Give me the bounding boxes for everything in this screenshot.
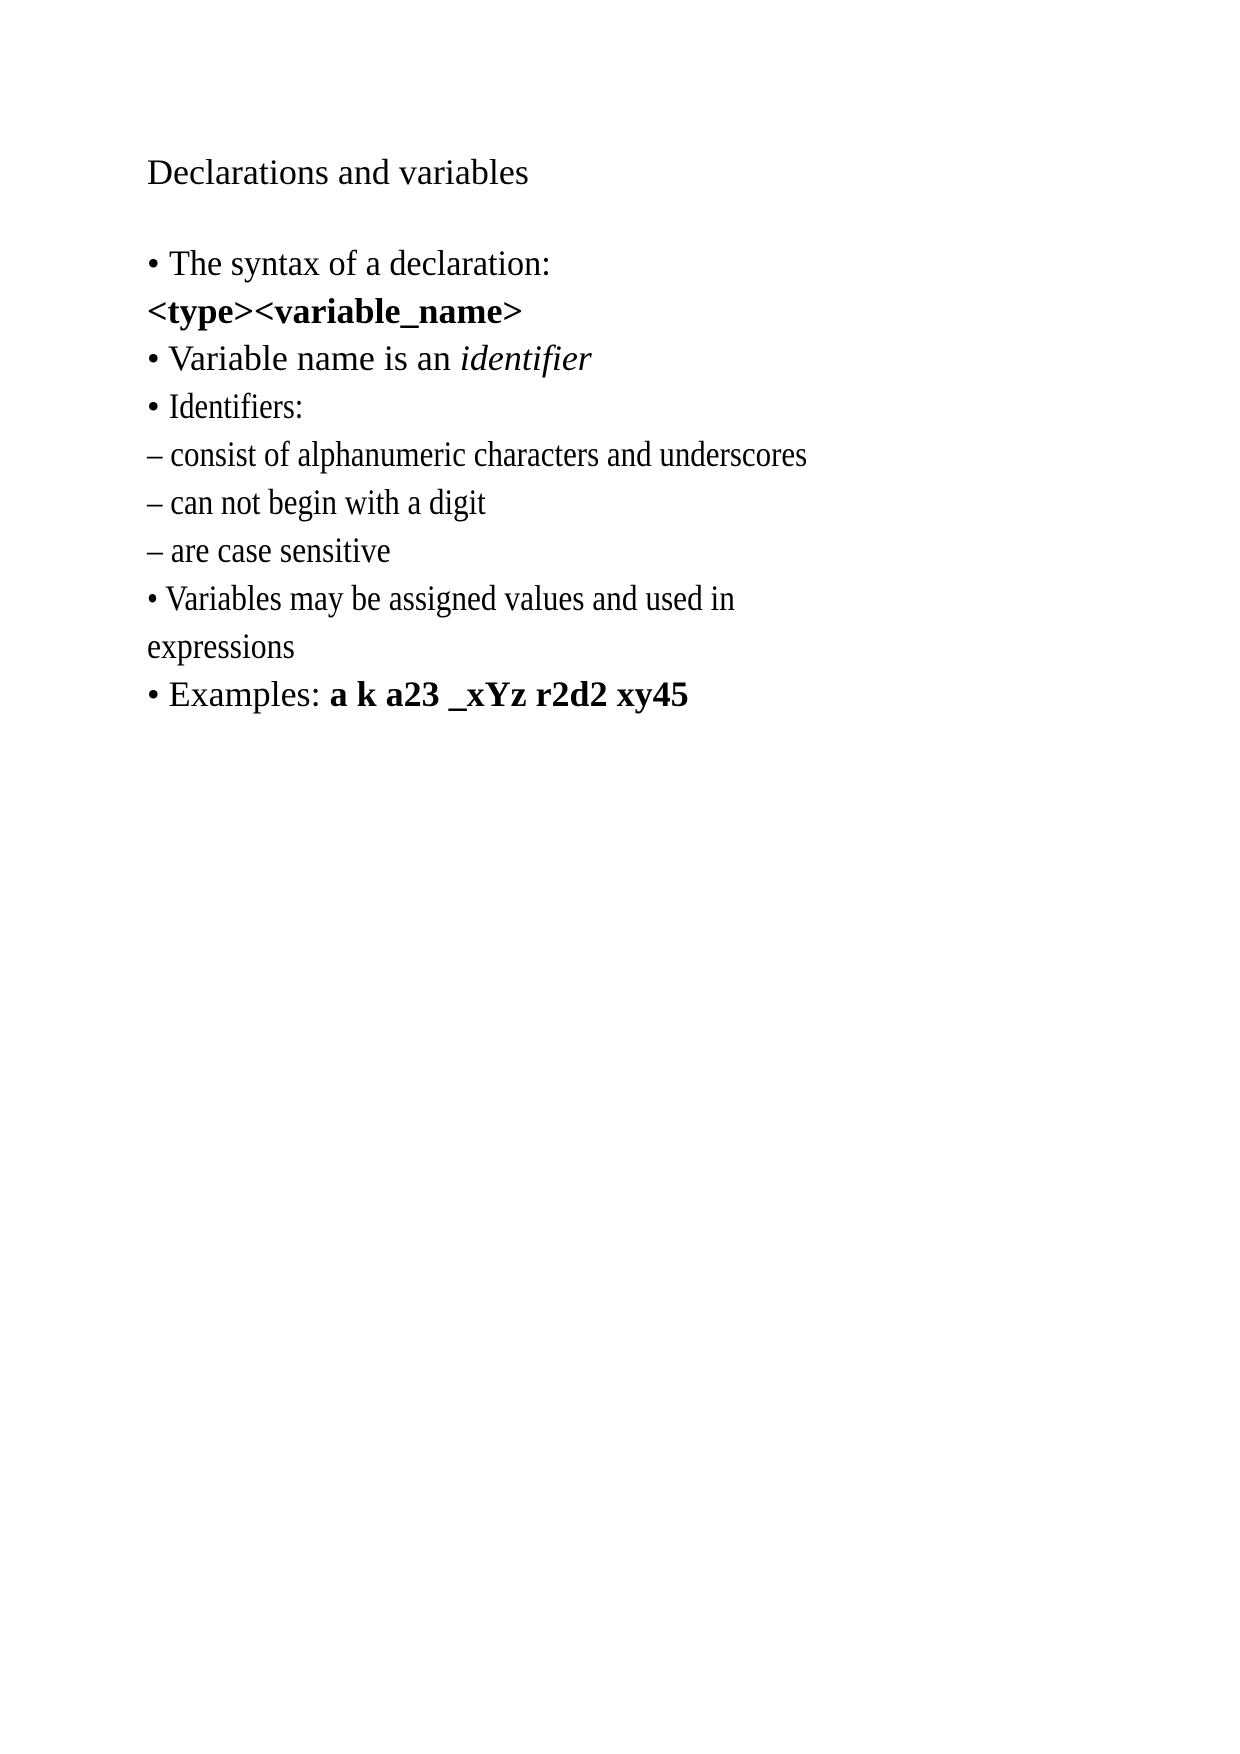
bullet-text: Examples:	[168, 674, 330, 714]
sub-item-text: can not begin with a digit	[170, 482, 486, 522]
sub-item-digit	[147, 484, 541, 520]
bullet-marker: •	[147, 578, 166, 618]
bullet-text: Identifiers:	[168, 386, 303, 426]
bullet-assigned	[147, 580, 823, 616]
bullet-text: Variable name is an	[167, 338, 460, 378]
examples-bold: a k a23 _xYz r2d2 xy45	[329, 674, 689, 714]
syntax-code: <type><variable_name>	[147, 291, 524, 331]
bullet-variable-name	[147, 340, 592, 376]
bullet-marker: •	[147, 674, 169, 714]
continuation-expressions	[147, 628, 315, 664]
bullet-text: Variables may be assigned values and used in	[165, 578, 735, 618]
sub-item-text: are case sensitive	[170, 530, 391, 570]
bullet-examples	[147, 676, 689, 712]
bullet-identifiers	[147, 388, 327, 424]
emphasis-identifier: identifier	[459, 338, 592, 378]
bullet-marker: •	[147, 243, 169, 283]
continuation-text: expressions	[147, 626, 295, 666]
sub-item-alphanumeric	[147, 436, 915, 472]
bullet-syntax	[147, 245, 570, 281]
sub-item-case	[147, 532, 424, 568]
dash-marker: –	[147, 434, 171, 474]
bullet-marker: •	[147, 386, 169, 426]
dash-marker: –	[147, 530, 171, 570]
dash-marker: –	[147, 482, 171, 522]
bullet-text: The syntax of a declaration:	[168, 243, 551, 283]
page-title: Declarations and variables	[147, 152, 529, 192]
sub-item-text: consist of alphanumeric characters and underscores	[170, 434, 808, 474]
bullet-marker: •	[147, 338, 168, 378]
